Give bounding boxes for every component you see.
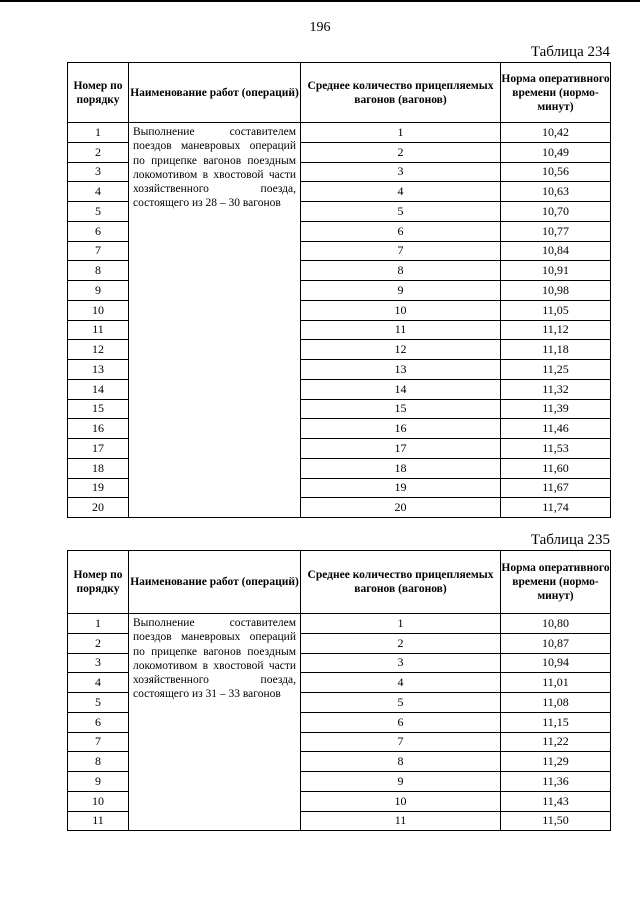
time-norm-cell: 11,25	[501, 360, 611, 380]
header-time-norm: Норма оперативного времени (нормо-минут)	[501, 551, 611, 614]
wagons-count-cell: 8	[301, 752, 501, 772]
row-number-cell: 8	[68, 752, 129, 772]
row-number-cell: 1	[68, 614, 129, 634]
time-norm-cell: 11,39	[501, 399, 611, 419]
time-norm-cell: 10,94	[501, 653, 611, 673]
time-norm-cell: 11,67	[501, 478, 611, 498]
time-norm-cell: 11,74	[501, 498, 611, 518]
row-number-cell: 17	[68, 439, 129, 459]
wagons-count-cell: 4	[301, 182, 501, 202]
row-number-cell: 11	[68, 811, 129, 831]
time-norm-cell: 10,87	[501, 633, 611, 653]
wagons-count-cell: 9	[301, 281, 501, 301]
wagons-count-cell: 1	[301, 123, 501, 143]
time-norm-cell: 10,91	[501, 261, 611, 281]
row-number-cell: 3	[68, 162, 129, 182]
wagons-count-cell: 18	[301, 458, 501, 478]
row-number-cell: 1	[68, 123, 129, 143]
time-norm-cell: 11,32	[501, 379, 611, 399]
time-norm-cell: 11,15	[501, 712, 611, 732]
wagons-count-cell: 12	[301, 340, 501, 360]
row-number-cell: 2	[68, 633, 129, 653]
row-number-cell: 5	[68, 202, 129, 222]
time-norm-cell: 11,60	[501, 458, 611, 478]
wagons-count-cell: 8	[301, 261, 501, 281]
row-number-cell: 6	[68, 221, 129, 241]
row-number-cell: 9	[68, 281, 129, 301]
wagons-count-cell: 10	[301, 300, 501, 320]
row-number-cell: 10	[68, 300, 129, 320]
time-norm-cell: 11,05	[501, 300, 611, 320]
row-number-cell: 7	[68, 732, 129, 752]
row-number-cell: 13	[68, 360, 129, 380]
row-number-cell: 3	[68, 653, 129, 673]
wagons-count-cell: 4	[301, 673, 501, 693]
header-work-name: Наименование работ (операций)	[129, 63, 301, 123]
wagons-count-cell: 6	[301, 712, 501, 732]
table-row	[68, 614, 611, 634]
header-time-norm: Норма оперативного времени (нормо-минут)	[501, 63, 611, 123]
wagons-count-cell: 7	[301, 732, 501, 752]
wagons-count-cell: 16	[301, 419, 501, 439]
wagons-count-cell: 6	[301, 221, 501, 241]
time-norm-cell: 11,18	[501, 340, 611, 360]
time-norm-cell: 10,63	[501, 182, 611, 202]
row-number-cell: 15	[68, 399, 129, 419]
wagons-count-cell: 11	[301, 811, 501, 831]
time-norm-cell: 11,08	[501, 693, 611, 713]
row-number-cell: 14	[68, 379, 129, 399]
time-norm-cell: 10,56	[501, 162, 611, 182]
time-norm-cell: 11,12	[501, 320, 611, 340]
wagons-count-cell: 2	[301, 142, 501, 162]
wagons-count-cell: 13	[301, 360, 501, 380]
time-norm-cell: 10,42	[501, 123, 611, 143]
page-top-rule	[0, 0, 640, 2]
header-work-name: Наименование работ (операций)	[129, 551, 301, 614]
header-number: Номер по порядку	[68, 551, 129, 614]
table-caption: Таблица 234	[530, 44, 610, 60]
wagons-count-cell: 2	[301, 633, 501, 653]
wagons-count-cell: 11	[301, 320, 501, 340]
row-number-cell: 10	[68, 791, 129, 811]
header-number: Номер по порядку	[68, 63, 129, 123]
header-wagons-count: Среднее количество прицепляемых вагонов (вагонов)	[301, 551, 501, 614]
row-number-cell: 2	[68, 142, 129, 162]
time-norm-cell: 11,53	[501, 439, 611, 459]
row-number-cell: 9	[68, 772, 129, 792]
page-number: 196	[309, 20, 331, 35]
row-number-cell: 6	[68, 712, 129, 732]
time-norm-cell: 10,70	[501, 202, 611, 222]
wagons-count-cell: 20	[301, 498, 501, 518]
time-norm-cell: 10,84	[501, 241, 611, 261]
wagons-count-cell: 5	[301, 693, 501, 713]
table-row	[68, 123, 611, 143]
wagons-count-cell: 17	[301, 439, 501, 459]
norm-table-234	[67, 62, 611, 518]
row-number-cell: 20	[68, 498, 129, 518]
row-number-cell: 11	[68, 320, 129, 340]
wagons-count-cell: 3	[301, 653, 501, 673]
row-number-cell: 16	[68, 419, 129, 439]
wagons-count-cell: 14	[301, 379, 501, 399]
time-norm-cell: 11,50	[501, 811, 611, 831]
time-norm-cell: 11,01	[501, 673, 611, 693]
row-number-cell: 19	[68, 478, 129, 498]
wagons-count-cell: 15	[301, 399, 501, 419]
time-norm-cell: 10,80	[501, 614, 611, 634]
header-wagons-count: Среднее количество прицепляемых вагонов (вагонов)	[301, 63, 501, 123]
row-number-cell: 8	[68, 261, 129, 281]
work-description-cell: Выполнение составителем поездов маневровых операций по прицепке вагонов поездным локомотивом в хвостовой части хозяйственного поезда, состоящего из 31 – 33 вагонов	[129, 614, 301, 831]
row-number-cell: 18	[68, 458, 129, 478]
time-norm-cell: 11,46	[501, 419, 611, 439]
time-norm-cell: 11,43	[501, 791, 611, 811]
table-caption: Таблица 235	[530, 532, 610, 548]
time-norm-cell: 10,98	[501, 281, 611, 301]
norm-table-235	[67, 550, 611, 831]
wagons-count-cell: 9	[301, 772, 501, 792]
time-norm-cell: 10,49	[501, 142, 611, 162]
wagons-count-cell: 1	[301, 614, 501, 634]
row-number-cell: 12	[68, 340, 129, 360]
work-description-cell: Выполнение составителем поездов маневровых операций по прицепке вагонов поездным локомотивом в хвостовой части хозяйственного поезда, состоящего из 28 – 30 вагонов	[129, 123, 301, 518]
time-norm-cell: 10,77	[501, 221, 611, 241]
wagons-count-cell: 10	[301, 791, 501, 811]
time-norm-cell: 11,36	[501, 772, 611, 792]
row-number-cell: 5	[68, 693, 129, 713]
time-norm-cell: 11,29	[501, 752, 611, 772]
wagons-count-cell: 19	[301, 478, 501, 498]
row-number-cell: 4	[68, 182, 129, 202]
row-number-cell: 4	[68, 673, 129, 693]
wagons-count-cell: 7	[301, 241, 501, 261]
time-norm-cell: 11,22	[501, 732, 611, 752]
wagons-count-cell: 3	[301, 162, 501, 182]
row-number-cell: 7	[68, 241, 129, 261]
wagons-count-cell: 5	[301, 202, 501, 222]
